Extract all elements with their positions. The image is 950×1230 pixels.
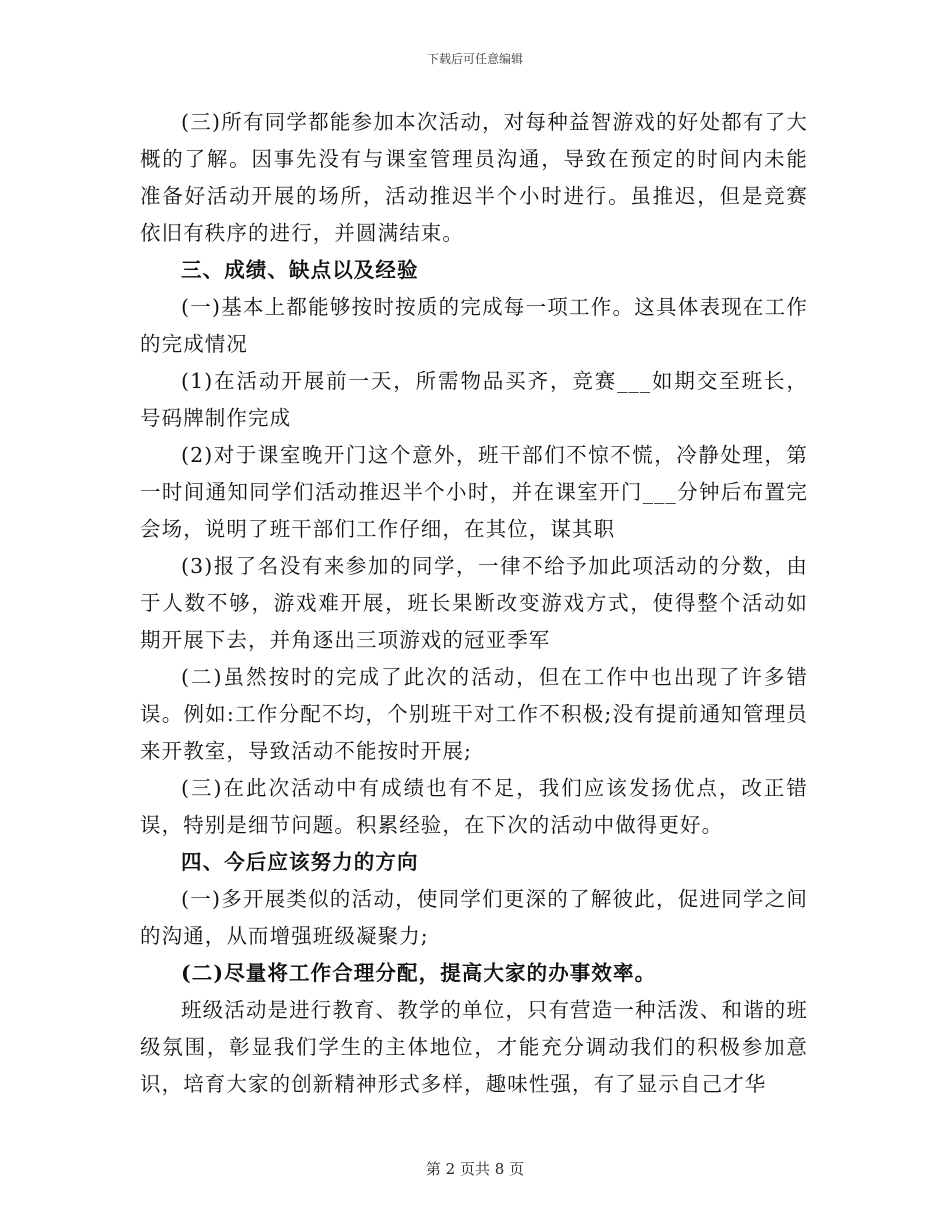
page-number: 第 2 页共 8 页 bbox=[425, 1160, 525, 1178]
paragraph: (三)所有同学都能参加本次活动，对每种益智游戏的好处都有了大概的了解。因事先没有与课室管理员沟通，导致在预定的时间内未能准备好活动开展的场所，活动推迟半个小时进行。虽推迟，但是竞赛依旧有秩序的进行，并圆满结束。 bbox=[140, 110, 808, 245]
paragraph: 班级活动是进行教育、教学的单位，只有营造一种活泼、和谐的班级氛围，彰显我们学生的主体地位，才能充分调动我们的积极参加意识，培育大家的创新精神形式多样，趣味性强，有了显示自己才华 bbox=[140, 998, 808, 1096]
paragraph: (一)多开展类似的活动，使同学们更深的了解彼此，促进同学之间的沟通，从而增强班级凝聚力; bbox=[140, 887, 808, 948]
paragraph: (2)对于课室晚开门这个意外，班干部们不惊不慌，冷静处理，第一时间通知同学们活动推迟半个小时，并在课室开门___分钟后布置完会场，说明了班干部们工作仔细，在其位，谋其职 bbox=[140, 443, 808, 541]
paragraph: (三)在此次活动中有成绩也有不足，我们应该发扬优点，改正错误，特别是细节问题。积累经验，在下次的活动中做得更好。 bbox=[140, 776, 808, 837]
bold-subheading: (二)尽量将工作合理分配，提高大家的办事效率。 bbox=[181, 961, 657, 985]
section-heading: 三、成绩、缺点以及经验 bbox=[181, 258, 419, 282]
paragraph: (3)报了名没有来参加的同学，一律不给予加此项活动的分数，由于人数不够，游戏难开展，班长果断改变游戏方式，使得整个活动如期开展下去，并角逐出三项游戏的冠亚季军 bbox=[140, 554, 808, 652]
paragraph: (二)虽然按时的完成了此次的活动，但在工作中也出现了许多错误。例如:工作分配不均，个别班干对工作不积极;没有提前通知管理员来开教室，导致活动不能按时开展; bbox=[140, 665, 808, 763]
paragraph: (一)基本上都能够按时按质的完成每一项工作。这具体表现在工作的完成情况 bbox=[140, 295, 808, 356]
section-heading: 四、今后应该努力的方向 bbox=[181, 850, 419, 874]
paragraph: (1)在活动开展前一天，所需物品买齐，竞赛___如期交至班长，号码牌制作完成 bbox=[140, 369, 808, 430]
page-header: 下载后可任意编辑 bbox=[426, 52, 523, 66]
document-body bbox=[140, 104, 808, 1103]
